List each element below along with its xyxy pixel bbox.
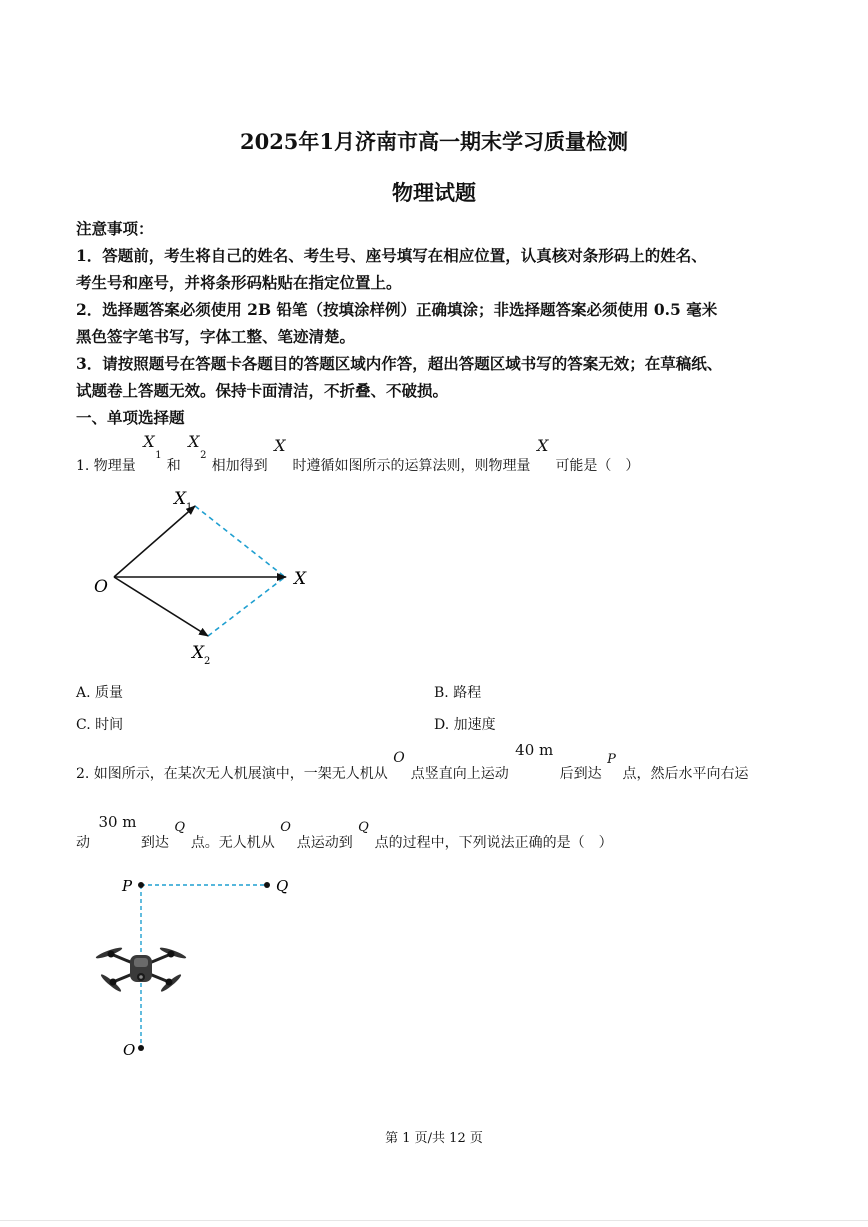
- label-x1: X: [174, 489, 187, 509]
- notice-line-4: 黑色签字笔书写，字体工整、笔迹清楚。: [76, 327, 356, 346]
- q2-text-3: 后到达: [559, 766, 602, 782]
- section-heading: 一、单项选择题: [76, 408, 185, 427]
- point-p: [138, 882, 144, 888]
- notice-heading: 注意事项：: [76, 219, 154, 238]
- notice-line-1: 1．答题前，考生将自己的姓名、考生号、座号填写在相应位置，认真核对条形码上的姓名、: [76, 246, 707, 265]
- option-d[interactable]: D. 加速度: [434, 717, 496, 733]
- q2-var-q: Q: [174, 820, 186, 835]
- point-q: [264, 882, 270, 888]
- q2-distance-30m: 30 m: [98, 813, 137, 831]
- dashed-line-x2-x: [208, 577, 285, 636]
- notice-line-6: 试题卷上答题无效。保持卡面清洁，不折叠、不破损。: [76, 381, 449, 400]
- exam-subtitle: 物理试题: [392, 180, 476, 205]
- q2-drone-figure: [90, 865, 320, 1065]
- q2-var-p: P: [607, 752, 616, 767]
- q2-var-q-2: Q: [358, 820, 369, 835]
- page-bottom-divider: [0, 1220, 868, 1221]
- page-footer: 第 1 页/共 12 页: [385, 1131, 483, 1146]
- vector-x1-arrow: [114, 506, 195, 577]
- q1-var-x1: X 1: [143, 432, 162, 461]
- q2-text-6: 到达: [140, 835, 169, 851]
- q1-text-4: 时遵循如图所示的运算法则，则物理量: [292, 458, 531, 474]
- q2-text-2: 点竖直向上运动: [410, 766, 509, 782]
- question-2-stem-line-2: [76, 813, 613, 853]
- option-a[interactable]: A. 质量: [76, 685, 124, 701]
- q1-var-x: X: [274, 436, 286, 455]
- label-x: X: [294, 569, 307, 589]
- q2-text-8: 点运动到: [296, 835, 353, 851]
- dashed-line-x1-x: [195, 506, 285, 577]
- q1-text-1: 1. 物理量: [76, 458, 136, 474]
- exam-title: 2025年1月济南市高一期末学习质量检测: [239, 129, 629, 154]
- option-c[interactable]: C. 时间: [76, 717, 124, 733]
- label-o: O: [94, 577, 108, 597]
- question-2-stem-line-1: [76, 741, 749, 784]
- q1-var-x-2: X: [536, 436, 549, 455]
- q1-text-2: 和: [166, 458, 181, 474]
- q2-distance-40m: 40 m: [515, 741, 554, 759]
- label-x2-sub: 2: [204, 656, 211, 667]
- label-q: Q: [276, 877, 289, 895]
- q1-text-3: 相加得到: [211, 458, 268, 474]
- q2-text-9: 点的过程中，下列说法正确的是（ ）: [374, 835, 613, 851]
- q1-vector-figure: [80, 480, 340, 680]
- point-o: [138, 1045, 144, 1051]
- q2-text-7: 点。无人机从: [190, 835, 275, 851]
- notice-line-3: 2．选择题答案必须使用 2B 铅笔（按填涂样例）正确填涂；非选择题答案必须使用 0.5 毫米: [76, 300, 718, 319]
- q2-var-o-2: O: [280, 820, 291, 835]
- notice-line-2: 考生号和座号，并将条形码粘贴在指定位置上。: [76, 273, 402, 292]
- q1-var-x2: X 2: [188, 432, 207, 461]
- label-x2: X: [192, 643, 205, 663]
- q2-text-5: 动: [76, 835, 90, 851]
- q2-text-1: 2. 如图所示，在某次无人机展演中，一架无人机从: [76, 766, 388, 782]
- label-o-2: O: [123, 1041, 136, 1059]
- option-b[interactable]: B. 路程: [434, 685, 482, 701]
- question-1-stem: [76, 432, 640, 476]
- q1-text-5: 可能是（ ）: [555, 458, 640, 474]
- label-p: P: [122, 877, 133, 895]
- notice-line-5: 3．请按照题号在答题卡各题目的答题区域内作答，超出答题区域书写的答案无效；在草稿纸、: [76, 354, 723, 373]
- q2-text-4: 点，然后水平向右运: [622, 766, 749, 782]
- vector-x2-arrow: [114, 577, 208, 636]
- label-x1-sub: 1: [186, 502, 193, 513]
- q2-var-o: O: [393, 750, 405, 766]
